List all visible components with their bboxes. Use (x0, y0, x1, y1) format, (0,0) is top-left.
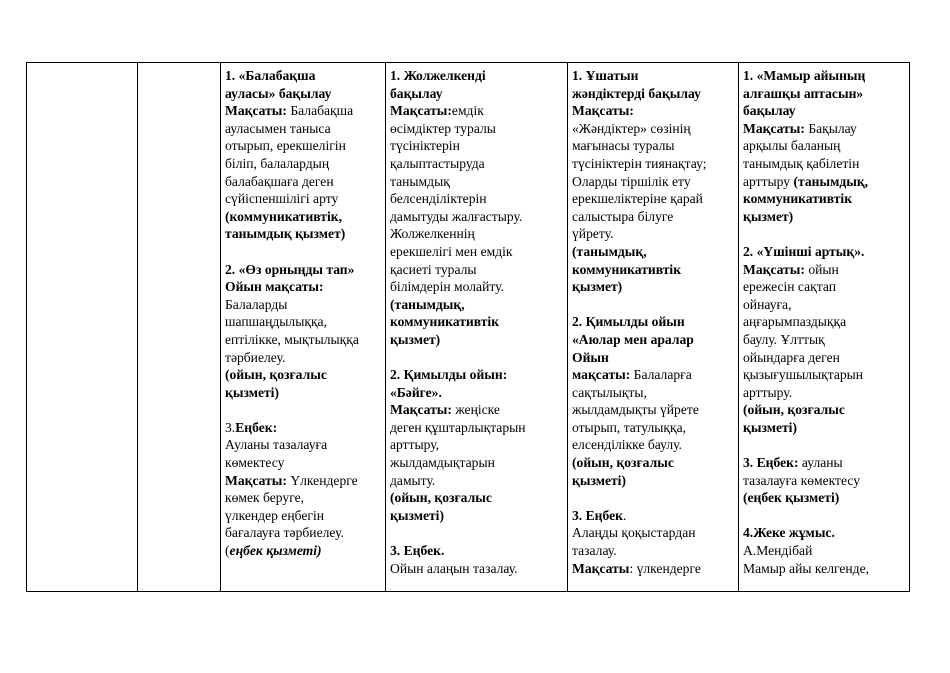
text-run: 2. Қимылды ойын: (390, 367, 508, 383)
text-run: 1. «Мамыр айының (743, 68, 866, 83)
text-run: 2. «Үшінші артық». (743, 243, 865, 259)
text-run: (танымдық, (390, 296, 465, 312)
column-cell-4 (739, 63, 910, 592)
text-run: ойын (804, 261, 839, 277)
text-run: ептілікке, мықтылыққа (225, 331, 359, 347)
text-line (390, 208, 563, 226)
text-run: Ойын мақсаты: (225, 279, 324, 295)
text-run: мағынасы туралы (572, 138, 675, 154)
text-run: ойнауға, (743, 296, 792, 312)
text-run: Мақсаты: (743, 261, 805, 277)
text-run: арттыру. (743, 384, 793, 400)
text-run: қызметі) (225, 384, 279, 400)
blank-line (572, 296, 734, 314)
text-run: өсімдіктер туралы (390, 120, 496, 136)
text-line (225, 331, 381, 349)
table-row (27, 63, 910, 592)
text-run: қызметі) (390, 507, 444, 523)
text-run: отырып, татулыққа, (572, 419, 686, 435)
text-line (743, 67, 905, 85)
column-cell-3 (568, 63, 739, 592)
text-run: ( (225, 543, 230, 559)
text-line (225, 190, 381, 208)
text-run: Балаларға (630, 367, 692, 383)
text-line (390, 542, 563, 560)
text-run: мақсаты: (572, 367, 631, 383)
text-run: қасиеті туралы (390, 261, 477, 277)
text-run: бақылау (390, 85, 443, 101)
text-run: (еңбек қызметі) (743, 490, 840, 506)
text-run: жылдамдықтарын (390, 455, 495, 471)
text-line (743, 190, 905, 208)
text-run: Еңбек: (235, 419, 278, 435)
text-run: (коммуникативтік, (225, 208, 342, 224)
text-line (572, 436, 734, 454)
text-run: Ойын алаңын тазалау. (390, 560, 518, 576)
text-line (743, 208, 905, 226)
text-line (572, 120, 734, 138)
text-run: қызығушылықтарын (743, 367, 864, 383)
text-run: Балабақша (286, 103, 354, 119)
text-run: коммуникативтік (572, 261, 682, 277)
text-run: елсенділікке баулу. (572, 437, 682, 453)
text-run: баулу. Ұлттық (743, 331, 825, 347)
text-line (225, 524, 381, 542)
text-line (572, 331, 734, 349)
text-line (390, 173, 563, 191)
text-line (743, 349, 905, 367)
text-line (225, 102, 381, 120)
plan-table (26, 62, 910, 592)
text-run: алғашқы аптасын» (743, 85, 864, 101)
text-run: Мақсаты: (572, 103, 634, 119)
text-line (225, 261, 381, 279)
text-line (572, 243, 734, 261)
blank-line (572, 489, 734, 507)
text-line (390, 313, 563, 331)
text-run: бағалауға тәрбиелеу. (225, 525, 344, 541)
text-line (225, 120, 381, 138)
text-run: ойындарға деген (743, 349, 840, 365)
text-run: (ойын, қозғалыс (572, 455, 674, 471)
text-line (390, 67, 563, 85)
text-line (572, 278, 734, 296)
text-line (572, 542, 734, 560)
text-line (743, 173, 905, 191)
text-run: түсініктерін (390, 138, 460, 154)
text-line (225, 155, 381, 173)
text-run: сақтылықты, (572, 384, 647, 400)
text-run: Мақсаты: (743, 120, 805, 136)
text-line (572, 401, 734, 419)
text-line (225, 85, 381, 103)
text-run: жылдамдықты үйрете (572, 402, 699, 418)
text-run: Мақсаты: (225, 472, 287, 488)
text-run: ерекшелігі мен емдік (390, 243, 513, 259)
text-run: Алаңды қоқыстардан (572, 525, 696, 541)
text-line (225, 137, 381, 155)
text-line (572, 173, 734, 191)
text-line (572, 208, 734, 226)
text-run: үлкендер еңбегін (225, 507, 325, 523)
text-line (390, 366, 563, 384)
text-line (572, 454, 734, 472)
text-run: коммуникативтік (743, 191, 853, 207)
text-line (572, 313, 734, 331)
text-line (743, 85, 905, 103)
text-run: балабақшаға деген (225, 173, 334, 189)
text-run: қызмет) (390, 331, 441, 347)
text-run: арттыру, (390, 437, 440, 453)
text-run: 2. Қимылды ойын (572, 314, 685, 330)
text-line (390, 155, 563, 173)
blank-line (390, 524, 563, 542)
text-line (390, 507, 563, 525)
text-line (390, 102, 563, 120)
text-line (743, 366, 905, 384)
text-line (743, 401, 905, 419)
text-line (225, 472, 381, 490)
text-run: қызмет) (572, 279, 623, 295)
text-run: (танымдық, (572, 243, 647, 259)
text-run: белсенділіктерін (390, 191, 487, 207)
text-run: ерекшеліктеріне қарай (572, 191, 703, 207)
text-line (743, 313, 905, 331)
text-run: емдік (451, 103, 484, 119)
text-run: дамыту. (390, 472, 436, 488)
text-line (225, 278, 381, 296)
empty-cell-day (27, 63, 138, 592)
text-line (390, 454, 563, 472)
text-run: ауланы (798, 455, 843, 471)
text-line (743, 524, 905, 542)
text-line (390, 384, 563, 402)
text-line (743, 419, 905, 437)
text-run: : үлкендерге (629, 560, 701, 576)
text-line (390, 120, 563, 138)
text-line (225, 296, 381, 314)
column-cell-1 (221, 63, 386, 592)
text-run: танымдық қызмет) (225, 226, 346, 242)
text-run: тазалау. (572, 543, 617, 559)
text-run: «Аюлар мен аралар (572, 331, 694, 347)
text-line (743, 384, 905, 402)
text-line (743, 454, 905, 472)
text-line (572, 419, 734, 437)
text-line (572, 349, 734, 367)
text-run: Балаларды (225, 296, 288, 312)
text-run: 3. Еңбек: (743, 455, 799, 471)
text-line (572, 67, 734, 85)
text-line (743, 542, 905, 560)
text-run: (танымдық, (793, 173, 869, 189)
text-run: «Жәндіктер» сөзінің (572, 120, 691, 136)
text-run: ауласымен таныса (225, 120, 331, 136)
text-run: танымдық (390, 173, 450, 189)
text-line (743, 278, 905, 296)
text-line (743, 137, 905, 155)
text-line (225, 313, 381, 331)
text-line (225, 366, 381, 384)
text-line (390, 243, 563, 261)
text-line (225, 436, 381, 454)
text-line (743, 120, 905, 138)
text-line (390, 436, 563, 454)
text-run: отырып, ерекшелігін (225, 138, 346, 154)
text-line (743, 331, 905, 349)
text-line (390, 560, 563, 578)
blank-line (743, 436, 905, 454)
text-line (743, 489, 905, 507)
text-run: 1. «Балабақша (225, 68, 316, 83)
text-line (743, 261, 905, 279)
text-run: «Бәйге». (390, 384, 442, 400)
text-run: (ойын, қозғалыс (225, 367, 327, 383)
text-line (225, 208, 381, 226)
blank-line (225, 401, 381, 419)
text-run: арқылы баланың (743, 138, 841, 154)
text-line (225, 384, 381, 402)
text-run: қызмет) (743, 208, 794, 224)
text-run: Мақсаты: (225, 103, 287, 119)
text-run: сүйіспеншілігі арту (225, 191, 339, 207)
text-run: қалыптастыруда (390, 155, 485, 171)
text-run: А.Мендібай (743, 543, 813, 559)
text-line (743, 560, 905, 578)
text-run: Ойын (572, 349, 609, 365)
text-run: деген құштарлықтарын (390, 419, 526, 435)
text-run: ережесін сақтап (743, 279, 837, 295)
text-run: шапшаңдылыққа, (225, 314, 327, 330)
empty-cell-activity (138, 63, 221, 592)
text-line (572, 366, 734, 384)
text-line (572, 137, 734, 155)
text-run: тәрбиелеу. (225, 349, 286, 365)
text-line (225, 542, 381, 560)
text-run: арттыру (743, 173, 794, 189)
text-line (743, 296, 905, 314)
text-line (572, 472, 734, 490)
text-line (225, 67, 381, 85)
text-line (572, 261, 734, 279)
text-line (390, 331, 563, 349)
text-line (572, 524, 734, 542)
text-run: тазалауға көмектесу (743, 472, 861, 488)
text-line (390, 85, 563, 103)
text-run: 3. Еңбек (572, 507, 623, 523)
text-run: еңбек қызметі) (229, 543, 322, 559)
text-run: бақылау (743, 103, 796, 119)
text-line (390, 261, 563, 279)
text-line (390, 401, 563, 419)
text-line (225, 225, 381, 243)
text-run: Мамыр айы келгенде, (743, 560, 870, 576)
text-run: салыстыра білуге (572, 208, 674, 224)
text-run: танымдық қабілетін (743, 155, 860, 171)
blank-line (743, 225, 905, 243)
text-line (572, 507, 734, 525)
text-line (225, 349, 381, 367)
text-run: Мақсаты: (390, 402, 452, 418)
text-line (225, 173, 381, 191)
text-line (572, 85, 734, 103)
text-run: Мақсаты (572, 560, 630, 576)
text-run: қызметі) (743, 419, 797, 435)
text-run: 2. «Өз орныңды тап» (225, 261, 355, 277)
column-cell-2 (386, 63, 568, 592)
text-run: 1. Ұшатын (572, 68, 639, 83)
text-run: 4.Жеке жұмыс. (743, 525, 835, 541)
text-line (743, 155, 905, 173)
text-line (743, 472, 905, 490)
text-line (390, 296, 563, 314)
blank-line (225, 243, 381, 261)
text-run: үйрету. (572, 226, 614, 242)
text-line (390, 419, 563, 437)
text-run: Ауланы тазалауға (225, 437, 328, 453)
text-run: көмектесу (225, 455, 285, 471)
text-line (572, 225, 734, 243)
text-line (225, 419, 381, 437)
text-run: ауласы» бақылау (225, 85, 332, 101)
text-run: (ойын, қозғалыс (390, 490, 492, 506)
text-run: 3. (225, 419, 236, 435)
text-run: Үлкендерге (286, 472, 358, 488)
text-line (225, 507, 381, 525)
blank-line (390, 349, 563, 367)
text-run: 1. Жолжелкенді (390, 68, 486, 83)
text-line (390, 472, 563, 490)
text-run: қызметі) (572, 472, 626, 488)
text-run: Бақылау (804, 120, 857, 136)
text-run: аңғарымпаздыққа (743, 314, 847, 330)
blank-line (743, 507, 905, 525)
text-run: . (622, 507, 627, 523)
text-line (743, 243, 905, 261)
text-line (225, 489, 381, 507)
text-line (390, 278, 563, 296)
text-run: (ойын, қозғалыс (743, 402, 845, 418)
text-run: Мақсаты: (390, 103, 452, 119)
text-run: жәндіктерді бақылау (572, 85, 701, 101)
text-run: дамытуды жалғастыру. (390, 208, 523, 224)
text-run: білімдерін молайту. (390, 279, 504, 295)
text-run: Жолжелкеннің (390, 226, 475, 242)
text-run: түсініктерін тиянақтау; (572, 155, 707, 171)
text-run: көмек беруге, (225, 490, 305, 506)
text-run: коммуникативтік (390, 314, 500, 330)
text-run: Оларды тіршілік ету (572, 173, 691, 189)
text-line (743, 102, 905, 120)
text-line (572, 102, 734, 120)
text-line (390, 137, 563, 155)
text-line (572, 384, 734, 402)
text-line (390, 190, 563, 208)
text-line (572, 190, 734, 208)
text-line (572, 155, 734, 173)
text-line (390, 489, 563, 507)
text-run: біліп, балалардың (225, 155, 330, 171)
text-run: 3. Еңбек. (390, 543, 445, 559)
text-run: жеңіске (451, 402, 500, 418)
text-line (390, 225, 563, 243)
text-line (572, 560, 734, 578)
text-line (225, 454, 381, 472)
